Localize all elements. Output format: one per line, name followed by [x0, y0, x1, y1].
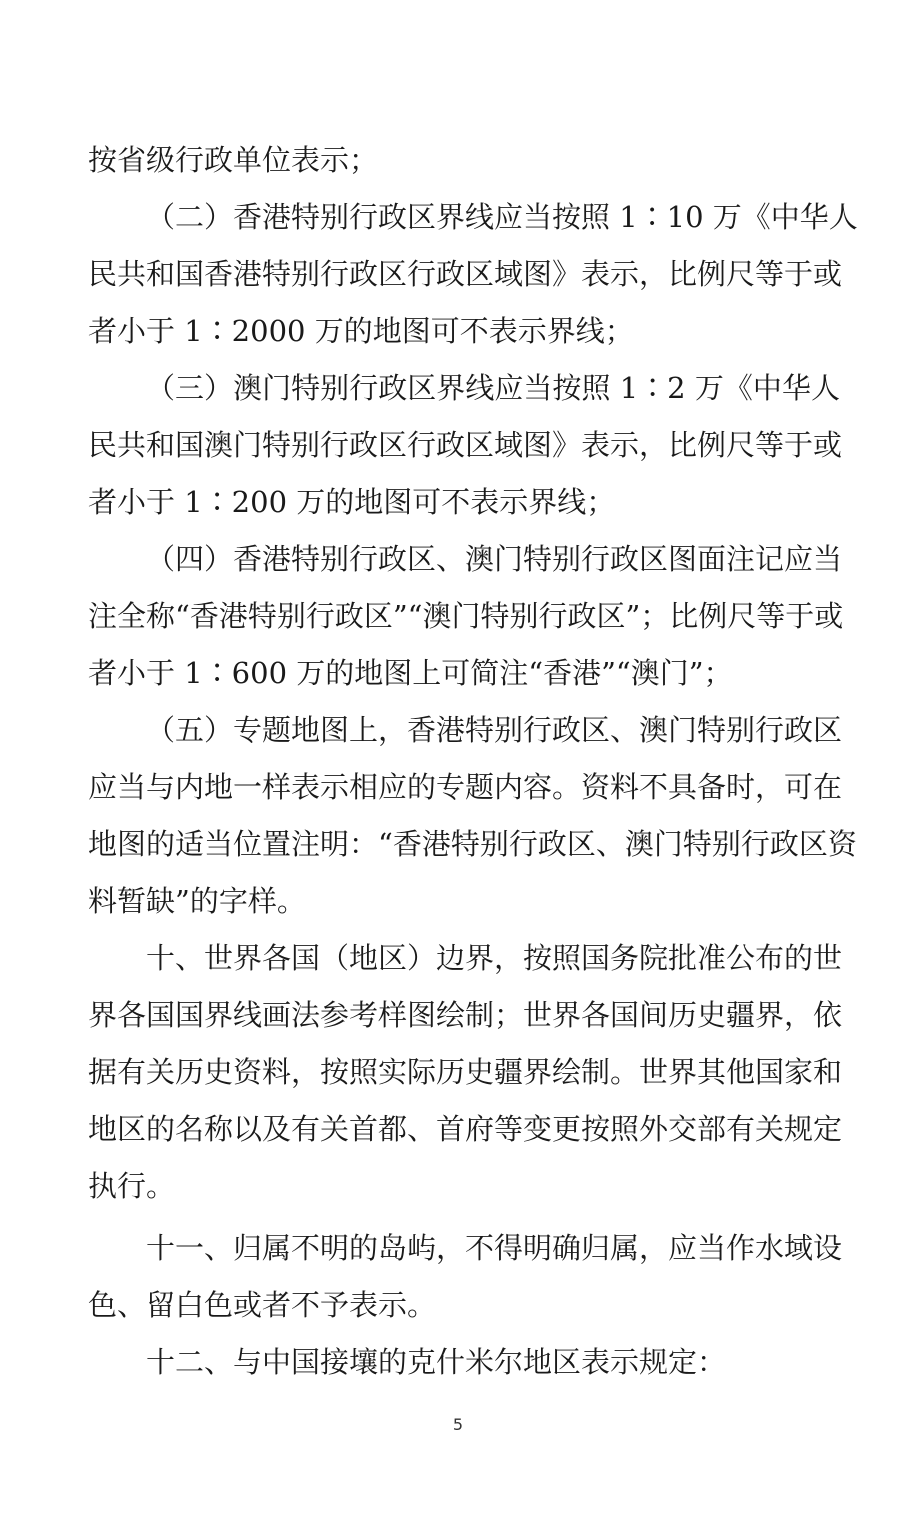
text-line: 执行。	[88, 1169, 176, 1203]
text-line: 据有关历史资料，按照实际历史疆界绘制。世界其他国家和	[88, 1055, 843, 1089]
text-line: 者小于 1∶200 万的地图可不表示界线；	[88, 485, 616, 519]
text-line: （三）澳门特别行政区界线应当按照 1∶2 万《中华人	[146, 371, 840, 405]
text-line: 十一、归属不明的岛屿，不得明确归属，应当作水域设	[146, 1231, 843, 1265]
text-line: 注全称“香港特别行政区”“澳门特别行政区”；比例尺等于或	[88, 599, 844, 633]
text-line: 民共和国澳门特别行政区行政区域图》表示，比例尺等于或	[88, 428, 843, 462]
text-line: 十、世界各国（地区）边界，按照国务院批准公布的世	[146, 941, 843, 975]
text-line: 民共和国香港特别行政区行政区域图》表示，比例尺等于或	[88, 257, 843, 291]
text-line: 按省级行政单位表示；	[88, 143, 379, 177]
text-line: 料暂缺”的字样。	[88, 884, 306, 918]
text-line: 应当与内地一样表示相应的专题内容。资料不具备时，可在	[88, 770, 843, 804]
page-number: 5	[452, 1415, 464, 1434]
text-line: 地区的名称以及有关首都、首府等变更按照外交部有关规定	[88, 1112, 843, 1146]
text-line: 色、留白色或者不予表示。	[88, 1288, 437, 1322]
text-line: （五）专题地图上，香港特别行政区、澳门特别行政区	[146, 713, 843, 747]
text-line: （四）香港特别行政区、澳门特别行政区图面注记应当	[146, 542, 843, 576]
text-line: 界各国国界线画法参考样图绘制；世界各国间历史疆界，依	[88, 998, 843, 1032]
text-line: 者小于 1∶600 万的地图上可简注“香港”“澳门”；	[88, 656, 733, 690]
text-line: 地图的适当位置注明：“香港特别行政区、澳门特别行政区资	[88, 827, 857, 861]
text-line: 者小于 1∶2000 万的地图可不表示界线；	[88, 314, 634, 348]
text-line: 十二、与中国接壤的克什米尔地区表示规定：	[146, 1345, 727, 1379]
text-line: （二）香港特别行政区界线应当按照 1∶10 万《中华人	[146, 200, 858, 234]
